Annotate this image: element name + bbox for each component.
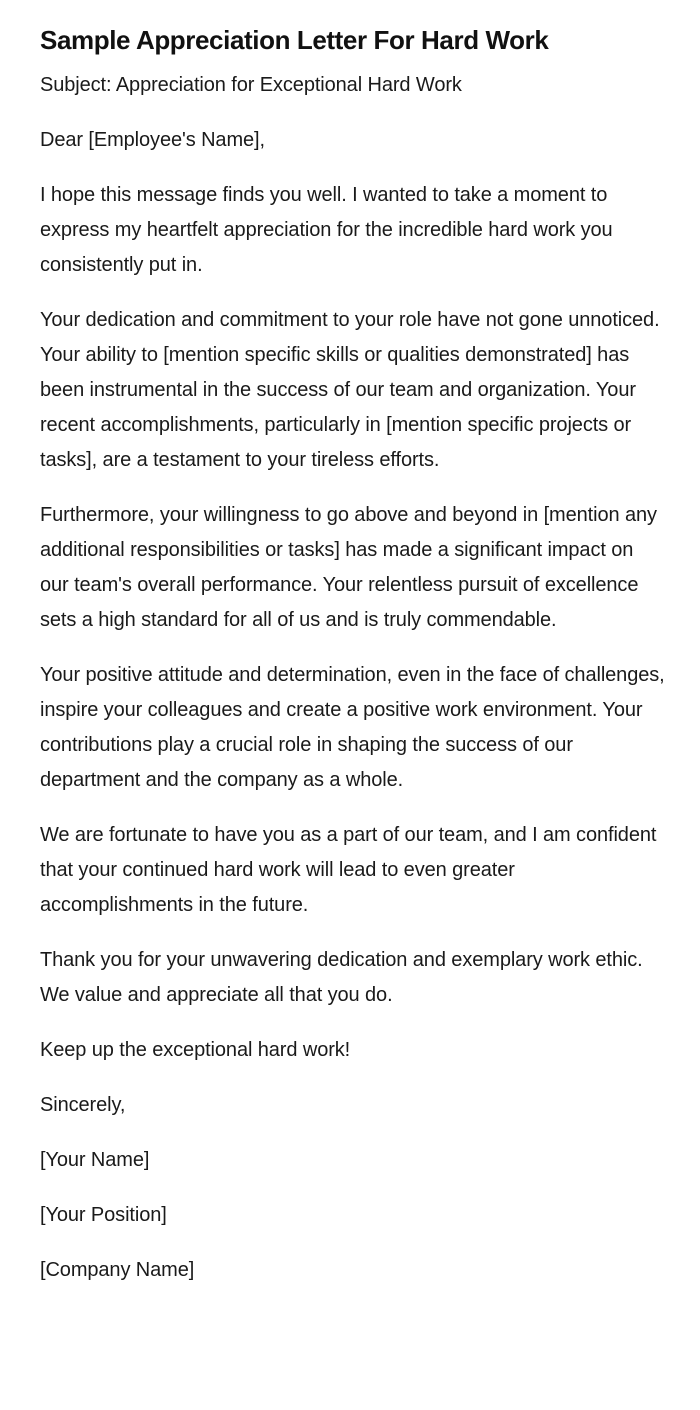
closing: Sincerely, — [40, 1094, 126, 1116]
body-paragraph: Your dedication and commitment to your role have not gone unnoticed. Your ability to [mention specific skills or qualities demonstrated] has been instrumental in the success of our team and organization. Your recent accomplishments, particularly in [mention specific projects or tasks], are a testament to your tireless efforts. — [40, 309, 660, 471]
signature-company: [Company Name] — [40, 1259, 195, 1281]
body-paragraph: Your positive attitude and determination, even in the face of challenges, inspire your colleagues and create a positive work environment. Your contributions play a crucial role in shaping the success of our department and the company as a whole. — [40, 664, 665, 791]
signature-name: [Your Name] — [40, 1149, 150, 1171]
signature-position: [Your Position] — [40, 1204, 167, 1226]
body-paragraph: Thank you for your unwavering dedication and exemplary work ethic. We value and appreciate all that you do. — [40, 949, 643, 1006]
body-paragraph: Furthermore, your willingness to go above and beyond in [mention any additional responsibilities or tasks] has made a significant impact on our team's overall performance. Your relentless pursuit of excellence sets a high standard for all of us and is truly commendable. — [40, 504, 657, 631]
subject-line: Subject: Appreciation for Exceptional Hard Work — [40, 74, 462, 96]
page-title: Sample Appreciation Letter For Hard Work — [40, 25, 549, 55]
body-paragraph: Keep up the exceptional hard work! — [40, 1039, 351, 1061]
body-paragraph: We are fortunate to have you as a part of our team, and I am confident that your continued hard work will lead to even greater accomplishments in the future. — [40, 824, 657, 916]
body-paragraph: I hope this message finds you well. I wanted to take a moment to express my heartfelt appreciation for the incredible hard work you consistently put in. — [40, 184, 613, 276]
salutation: Dear [Employee's Name], — [40, 129, 265, 151]
letter — [40, 22, 665, 1308]
